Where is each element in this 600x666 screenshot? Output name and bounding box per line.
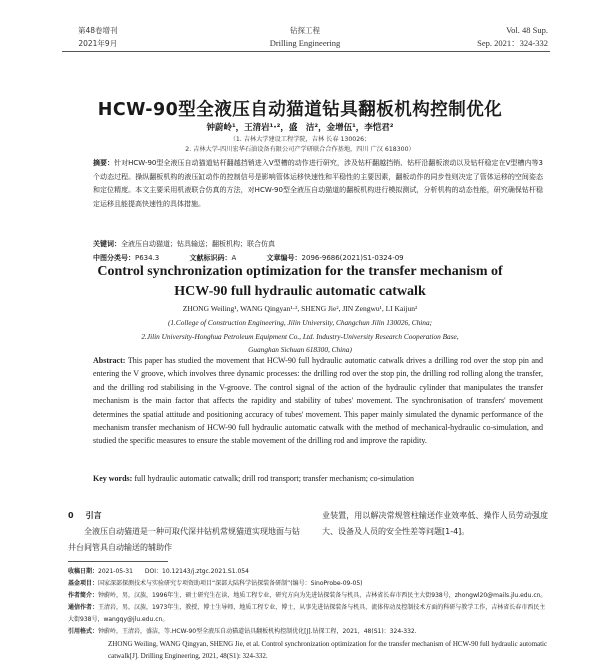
footnote-author-bio (68, 590, 548, 602)
footnote-label: 收稿日期： (68, 568, 99, 575)
section-heading (68, 508, 102, 524)
pages-en: Sep. 2021：324-332 (477, 38, 548, 48)
journal-en: Drilling Engineering (269, 38, 341, 48)
title-en-line2: HCW-90 full hydraulic automatic catwalk (174, 284, 426, 299)
doc-code-value: A (231, 254, 237, 262)
footnote-text: 国家深部探测技术与实验研究专项资助项目“深部大陆科学钻探装备研制”(编号：SinoProbe-09-05) (98, 580, 363, 587)
footnote-text: ZHONG Weiling, WANG Qingyan, SHENG Jie, et al. Control synchronization optimization for the transfer mechanism of HCW-90 full hydraulic automatic catwalk[J]. Drilling Engineering, 2021, 48(S1): 324-332. (108, 640, 548, 660)
footnote-label: 基金项目： (68, 580, 99, 587)
abstract-en-label: Abstract: (93, 356, 126, 365)
footnote-text: 钟蔚岭，王清岩，盛洁，等.HCW-90型全液压自动猫道钻具翻板机构控制优化[J].钻探工程，2021，48(S1)：324-332. (98, 628, 417, 635)
footnote-citation-en (68, 638, 548, 662)
keywords-cn-text: 全液压自动猫道；钻具输送；翻板机构；联合仿真 (121, 240, 275, 248)
keywords-en-label: Key words: (93, 474, 133, 483)
keywords-cn-label: 关键词： (93, 240, 121, 248)
header-rule (62, 51, 550, 52)
abstract-cn-label: 摘要： (93, 159, 115, 167)
abstract-en (93, 354, 543, 448)
affiliation-en-2: 2.Jilin University-Honghua Petroleum Equipment Co., Ltd. Industry-University Research Cooperation Base, (141, 332, 459, 341)
affiliation-en-3: Guanghan Sichuan 618300, China) (248, 345, 352, 354)
footnote-text: 王清岩，男，汉族，1973年生，教授，博士生导师，地质工程专业，博士，从事先进钻探装备与机具、流体传动及控制技术方面的科研与教学工作，吉林省长春市西民主大街938号，wangqy@jlu.edu.cn。 (68, 604, 546, 623)
abstract-en-text: This paper has studied the movement that HCW-90 full hydraulic automatic catwalk drives a drilling rod over the stop pin and entering the V groove, which involves three dynamic processes: the drilling rod over the stop pin, the drilling rod rolling along the transfer, and the drilling rod stabilising in the V-groove. The control signal of the action of the hydraulic cylinder that manipulates the transfer mechanism is the main factor that affects the rapidity and stability of tubes' movement. The synchronisation of transfers' movement determines the spatial attitude and positioning accuracy of tubes' movement. This paper mainly simulated the dynamic performance of the mechanism transfer mechanism of HCW-90 full hydraulic automatic catwalk with the method of mechanical-hydraulic co-simulation, and studied the specific measures to ensure the stable movement of the drilling rod and improve the rapidity. (93, 356, 544, 446)
abstract-cn-text: 针对HCW-90型全液压自动猫道钻杆翻越挡销进入V型槽的动作进行研究，涉及钻杆翻越挡销、钻杆沿翻板滚动以及钻杆稳定在V型槽内等3个动态过程。操纵翻板机构的液压缸动作的控制信号是影响管体运移快速性和平稳性的主要因素，翻板动作的同步性则决定了管体运移的空间姿态和定位精度。本文主要采用机液联合仿真的方法，对HCW-90型全液压自动猫道的翻板机构进行模拟测试，分析机构的动态性能，研究确保钻杆稳定运移且能提高快速性的具体措施。 (93, 159, 543, 208)
header-left (78, 24, 118, 50)
affiliation-cn-1: （1. 吉林大学建设工程学院，吉林 长春 130026； (229, 136, 371, 143)
article-no-label: 文章编号： (266, 254, 302, 262)
section-number: 0 (68, 511, 74, 520)
footnote-rule (68, 561, 168, 562)
footnotes (68, 566, 548, 662)
affiliation-en-1: (1.College of Construction Engineering, Jilin University, Changchun Jilin 130026, China; (167, 318, 433, 327)
title-cn: HCW-90型全液压自动猫道钻具翻板机构控制优化 (97, 100, 503, 120)
footnote-text: 钟蔚岭，男，汉族，1996年生，硕士研究生在读，地质工程专业，研究方向为先进钻探装备与机具，吉林省长春市西民主大街938号，zhongwl20@mails.jlu.edu.cn。 (98, 592, 547, 599)
keywords-en-text: full hydraulic automatic catwalk; drill rod transport; transfer mechanism; co-simulation (134, 474, 415, 483)
authors-en: ZHONG Weiling¹, WANG Qingyan¹·², SHENG Jie², JIN Zengwu¹, LI Kaijun² (182, 304, 418, 313)
footnote-corresponding (68, 602, 548, 626)
clc-value: P634.3 (135, 254, 160, 262)
volume-en: Vol. 48 Sup. (506, 25, 548, 35)
keywords-cn (93, 238, 543, 252)
footnote-funding (68, 578, 548, 590)
volume-cn: 第48卷增刊 (78, 26, 118, 35)
abstract-cn (93, 157, 543, 211)
footnote-text: 2021-05-31 DOI：10.12143/j.ztgc.2021.S1.054 (98, 568, 249, 575)
journal-cn: 钻探工程 (290, 26, 320, 35)
authors-cn: 钟蔚岭¹，王清岩¹·²，盛 洁²，金增伍¹，李恺君² (206, 123, 394, 133)
clc-label: 中图分类号： (93, 254, 135, 262)
title-en-line1: Control synchronization optimization for the transfer mechanism of (97, 264, 503, 279)
header-right (408, 24, 548, 50)
body-right-column: 业装置，用以解决常规管柱输送作业效率低、操作人员劳动强度大、设备及人员的安全性差等问题[1-4]。 (322, 511, 548, 536)
header-center (250, 24, 360, 50)
keywords-en (93, 472, 543, 485)
body-left-column: 全液压自动猫道是一种可取代深井钻机常规猫道实现地面与钻井台间管具自动输送的辅助作 (68, 527, 300, 552)
footnote-label: 通信作者： (68, 604, 99, 611)
date-cn: 2021年9月 (78, 39, 118, 48)
article-no-value: 2096-9686(2021)S1-0324-09 (301, 254, 404, 262)
footnote-received (68, 566, 548, 578)
section-title: 引言 (85, 511, 102, 520)
doc-code-label: 文献标识码： (189, 254, 232, 262)
affiliation-cn-2: 2. 吉林大学-四川宏华石油设备有限公司产学研联合合作基地，四川 广汉 618300） (185, 146, 415, 153)
footnote-citation-cn (68, 626, 548, 638)
footnote-label: 作者简介： (68, 592, 99, 599)
footnote-label: 引用格式： (68, 628, 99, 635)
